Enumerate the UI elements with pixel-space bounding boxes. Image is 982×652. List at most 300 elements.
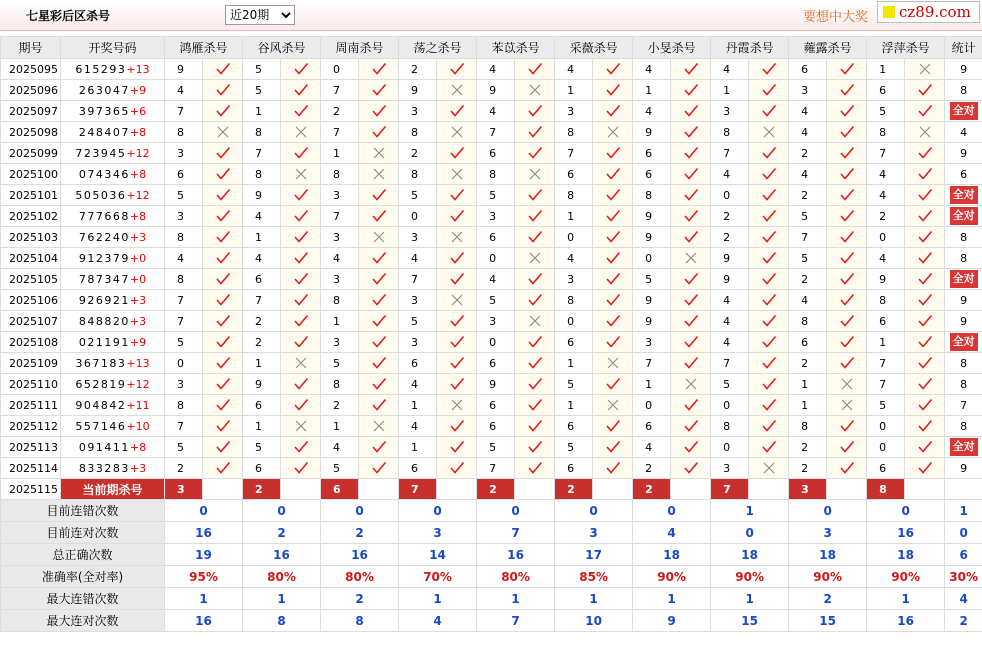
stats-row <box>1 610 982 632</box>
expert-header[interactable]: 蕹露杀号 <box>789 37 867 59</box>
stats-value: 16 <box>321 544 399 566</box>
kill-value-cell: 1 <box>555 80 593 101</box>
result-mark-cell <box>749 374 789 395</box>
current-kill-value: 3 <box>789 479 827 500</box>
all-correct-badge: 全对 <box>950 207 978 225</box>
result-mark-cell <box>593 353 633 374</box>
draw-back-number: +8 <box>129 440 147 454</box>
stats-value: 0 <box>789 500 867 522</box>
check-icon <box>839 83 855 97</box>
result-mark-cell <box>359 416 399 437</box>
period-cell: 2025100 <box>1 164 61 185</box>
cross-icon <box>449 167 465 181</box>
result-mark-cell <box>281 374 321 395</box>
result-mark-cell <box>593 101 633 122</box>
kill-value-cell: 4 <box>399 416 437 437</box>
kill-value-cell: 4 <box>477 101 515 122</box>
kill-value-cell: 4 <box>321 437 359 458</box>
stats-value: 0 <box>867 500 945 522</box>
stats-row <box>1 544 982 566</box>
check-icon <box>371 377 387 391</box>
kill-value-cell: 6 <box>555 416 593 437</box>
kill-value-cell: 4 <box>711 164 749 185</box>
check-icon <box>683 167 699 181</box>
kill-value-cell: 8 <box>165 227 203 248</box>
result-mark-cell <box>827 290 867 311</box>
result-mark-cell <box>749 164 789 185</box>
period-cell: 2025104 <box>1 248 61 269</box>
period-cell: 2025097 <box>1 101 61 122</box>
check-icon <box>683 146 699 160</box>
logo-square-icon <box>883 6 895 18</box>
draw-numbers-cell <box>61 290 165 311</box>
draw-front-numbers: 787347 <box>78 272 130 286</box>
table-row <box>1 395 982 416</box>
result-mark-cell <box>749 395 789 416</box>
period-cell: 2025114 <box>1 458 61 479</box>
check-icon <box>527 398 543 412</box>
period-cell: 2025095 <box>1 59 61 80</box>
kill-value-cell: 4 <box>633 59 671 80</box>
check-icon <box>761 230 777 244</box>
stats-value: 10 <box>555 610 633 632</box>
result-mark-cell <box>515 437 555 458</box>
result-mark-cell <box>437 122 477 143</box>
check-icon <box>215 356 231 370</box>
result-mark-cell <box>203 206 243 227</box>
cross-icon <box>917 62 933 76</box>
kill-value-cell: 6 <box>165 164 203 185</box>
result-mark-cell <box>827 395 867 416</box>
result-mark-cell <box>515 353 555 374</box>
result-mark-cell <box>905 122 945 143</box>
check-icon <box>371 272 387 286</box>
result-mark-cell <box>827 101 867 122</box>
check-icon <box>761 83 777 97</box>
result-mark-cell <box>905 227 945 248</box>
kill-value-cell: 5 <box>243 59 281 80</box>
all-correct-badge: 全对 <box>950 186 978 204</box>
result-mark-cell <box>281 248 321 269</box>
draw-back-number: +3 <box>129 461 147 475</box>
draw-numbers-cell <box>61 416 165 437</box>
kill-value-cell: 6 <box>867 80 905 101</box>
result-mark-cell <box>437 227 477 248</box>
current-empty-cell <box>437 479 477 500</box>
check-icon <box>683 62 699 76</box>
check-icon <box>917 398 933 412</box>
draw-front-numbers: 367183 <box>75 356 127 370</box>
cross-icon <box>605 398 621 412</box>
check-icon <box>527 125 543 139</box>
kill-value-cell: 9 <box>633 206 671 227</box>
cross-icon <box>761 125 777 139</box>
result-mark-cell <box>437 416 477 437</box>
draw-numbers-cell <box>61 227 165 248</box>
stats-value: 2 <box>243 522 321 544</box>
kill-value-cell: 7 <box>789 227 827 248</box>
kill-value-cell: 6 <box>243 269 281 290</box>
draw-back-number: +3 <box>129 314 147 328</box>
period-cell: 2025113 <box>1 437 61 458</box>
kill-value-cell: 1 <box>555 353 593 374</box>
check-icon <box>371 83 387 97</box>
cross-icon <box>293 125 309 139</box>
stats-value: 8 <box>243 610 321 632</box>
check-icon <box>215 272 231 286</box>
result-mark-cell <box>359 122 399 143</box>
kill-value-cell: 8 <box>867 122 905 143</box>
result-mark-cell <box>437 80 477 101</box>
kill-value-cell: 5 <box>165 332 203 353</box>
draw-back-number: +9 <box>129 335 147 349</box>
draw-front-numbers: 074346 <box>78 167 130 181</box>
period-cell: 2025108 <box>1 332 61 353</box>
expert-header[interactable]: 苯苡杀号 <box>477 37 555 59</box>
result-mark-cell <box>281 311 321 332</box>
check-icon <box>839 125 855 139</box>
stats-value: 16 <box>165 610 243 632</box>
result-mark-cell <box>827 437 867 458</box>
stats-value: 3 <box>555 522 633 544</box>
stats-value: 16 <box>867 522 945 544</box>
draw-back-number: +12 <box>126 146 150 160</box>
period-cell: 2025102 <box>1 206 61 227</box>
result-mark-cell <box>281 122 321 143</box>
check-icon <box>605 251 621 265</box>
result-mark-cell <box>593 458 633 479</box>
kill-value-cell: 6 <box>243 395 281 416</box>
table-row <box>1 290 982 311</box>
draw-back-number: +3 <box>129 230 147 244</box>
expert-header[interactable]: 小旻杀号 <box>633 37 711 59</box>
draw-numbers-cell <box>61 101 165 122</box>
table-row <box>1 59 982 80</box>
kill-value-cell: 1 <box>243 353 281 374</box>
check-icon <box>449 314 465 328</box>
stat-cell: 8 <box>945 416 982 437</box>
check-icon <box>527 104 543 118</box>
kill-value-cell: 0 <box>477 332 515 353</box>
check-icon <box>293 230 309 244</box>
draw-front-numbers: 248407 <box>78 125 130 139</box>
current-kill-value: 8 <box>867 479 905 500</box>
stats-label: 总正确次数 <box>1 544 165 566</box>
stats-value: 0 <box>555 500 633 522</box>
kill-value-cell: 8 <box>555 185 593 206</box>
kill-value-cell: 8 <box>321 374 359 395</box>
site-logo[interactable] <box>877 1 980 23</box>
result-mark-cell <box>749 416 789 437</box>
result-mark-cell <box>905 101 945 122</box>
check-icon <box>683 461 699 475</box>
stats-value: 9 <box>633 610 711 632</box>
result-mark-cell <box>281 101 321 122</box>
result-mark-cell <box>671 143 711 164</box>
stat-cell <box>945 206 982 227</box>
stats-value: 70% <box>399 566 477 588</box>
kill-value-cell: 3 <box>399 332 437 353</box>
check-icon <box>605 188 621 202</box>
check-icon <box>917 419 933 433</box>
kill-value-cell: 8 <box>243 164 281 185</box>
result-mark-cell <box>593 290 633 311</box>
check-icon <box>683 293 699 307</box>
stats-value: 90% <box>789 566 867 588</box>
result-mark-cell <box>515 416 555 437</box>
kill-value-cell: 5 <box>321 353 359 374</box>
period-cell: 2025096 <box>1 80 61 101</box>
result-mark-cell <box>359 227 399 248</box>
all-correct-badge: 全对 <box>950 438 978 456</box>
check-icon <box>293 293 309 307</box>
result-mark-cell <box>593 80 633 101</box>
kill-value-cell: 2 <box>789 353 827 374</box>
stat-cell: 8 <box>945 353 982 374</box>
table-row <box>1 206 982 227</box>
check-icon <box>917 377 933 391</box>
check-icon <box>605 62 621 76</box>
result-mark-cell <box>671 101 711 122</box>
result-mark-cell <box>671 122 711 143</box>
check-icon <box>293 104 309 118</box>
check-icon <box>215 461 231 475</box>
period-range-select[interactable] <box>225 5 295 25</box>
kill-value-cell: 4 <box>789 290 827 311</box>
check-icon <box>215 377 231 391</box>
kill-value-cell: 6 <box>867 311 905 332</box>
stat-cell: 9 <box>945 311 982 332</box>
kill-value-cell: 1 <box>633 374 671 395</box>
expert-header[interactable]: 浮萍杀号 <box>867 37 945 59</box>
cross-icon <box>449 125 465 139</box>
check-icon <box>605 377 621 391</box>
kill-value-cell: 2 <box>867 206 905 227</box>
kill-value-cell: 5 <box>867 395 905 416</box>
result-mark-cell <box>203 59 243 80</box>
stats-header: 统计 <box>945 37 982 59</box>
kill-value-cell: 8 <box>711 122 749 143</box>
kill-value-cell: 4 <box>399 374 437 395</box>
check-icon <box>917 314 933 328</box>
promo-text[interactable]: 要想中大奖 <box>803 10 869 25</box>
result-mark-cell <box>827 227 867 248</box>
result-mark-cell <box>281 164 321 185</box>
kill-value-cell: 1 <box>399 437 437 458</box>
check-icon <box>449 62 465 76</box>
check-icon <box>449 461 465 475</box>
check-icon <box>449 419 465 433</box>
check-icon <box>839 209 855 223</box>
result-mark-cell <box>749 101 789 122</box>
result-mark-cell <box>593 206 633 227</box>
check-icon <box>605 146 621 160</box>
result-mark-cell <box>203 80 243 101</box>
check-icon <box>917 83 933 97</box>
result-mark-cell <box>749 185 789 206</box>
kill-value-cell: 7 <box>165 101 203 122</box>
kill-value-cell: 1 <box>555 395 593 416</box>
kill-value-cell: 8 <box>165 395 203 416</box>
table-row <box>1 248 982 269</box>
table-row <box>1 332 982 353</box>
stats-value: 1 <box>711 588 789 610</box>
stats-value: 0 <box>399 500 477 522</box>
check-icon <box>371 461 387 475</box>
result-mark-cell <box>515 143 555 164</box>
result-mark-cell <box>437 269 477 290</box>
kill-value-cell: 3 <box>711 458 749 479</box>
result-mark-cell <box>671 332 711 353</box>
kill-value-cell: 5 <box>399 185 437 206</box>
result-mark-cell <box>203 290 243 311</box>
draw-front-numbers: 263047 <box>78 83 130 97</box>
expert-header[interactable]: 采薇杀号 <box>555 37 633 59</box>
kill-value-cell: 4 <box>321 248 359 269</box>
check-icon <box>293 83 309 97</box>
stats-value: 1 <box>633 588 711 610</box>
result-mark-cell <box>827 248 867 269</box>
kill-value-cell: 7 <box>867 353 905 374</box>
result-mark-cell <box>671 59 711 80</box>
stats-value: 90% <box>711 566 789 588</box>
cross-icon <box>215 125 231 139</box>
check-icon <box>527 272 543 286</box>
check-icon <box>371 209 387 223</box>
draw-numbers-cell <box>61 332 165 353</box>
stats-total: 2 <box>945 610 982 632</box>
expert-header[interactable]: 丹霞杀号 <box>711 37 789 59</box>
check-icon <box>605 314 621 328</box>
check-icon <box>683 335 699 349</box>
check-icon <box>605 461 621 475</box>
kill-value-cell: 2 <box>243 332 281 353</box>
check-icon <box>215 230 231 244</box>
check-icon <box>683 440 699 454</box>
title-bar <box>0 0 982 31</box>
draw-back-number: +8 <box>129 125 147 139</box>
stats-value: 7 <box>477 522 555 544</box>
expert-header[interactable]: 周南杀号 <box>321 37 399 59</box>
expert-header[interactable]: 谷风杀号 <box>243 37 321 59</box>
check-icon <box>917 146 933 160</box>
stats-value: 2 <box>789 588 867 610</box>
result-mark-cell <box>671 248 711 269</box>
result-mark-cell <box>749 206 789 227</box>
check-icon <box>761 398 777 412</box>
result-mark-cell <box>203 101 243 122</box>
check-icon <box>215 209 231 223</box>
kill-value-cell: 8 <box>165 269 203 290</box>
expert-header[interactable]: 鸿雁杀号 <box>165 37 243 59</box>
kill-value-cell: 1 <box>243 101 281 122</box>
check-icon <box>761 104 777 118</box>
result-mark-cell <box>905 374 945 395</box>
check-icon <box>761 419 777 433</box>
result-mark-cell <box>437 59 477 80</box>
kill-value-cell: 2 <box>789 143 827 164</box>
result-mark-cell <box>515 59 555 80</box>
kill-value-cell: 5 <box>165 185 203 206</box>
result-mark-cell <box>749 437 789 458</box>
kill-value-cell: 7 <box>477 458 515 479</box>
kill-value-cell: 6 <box>789 59 827 80</box>
result-mark-cell <box>671 437 711 458</box>
kill-value-cell: 9 <box>633 290 671 311</box>
draw-numbers-cell <box>61 206 165 227</box>
draw-numbers-cell <box>61 122 165 143</box>
check-icon <box>683 356 699 370</box>
stats-value: 90% <box>633 566 711 588</box>
check-icon <box>371 314 387 328</box>
check-icon <box>683 83 699 97</box>
draw-front-numbers: 762240 <box>78 230 130 244</box>
draw-numbers-cell <box>61 374 165 395</box>
kill-value-cell: 2 <box>789 437 827 458</box>
stats-value: 7 <box>477 610 555 632</box>
result-mark-cell <box>203 122 243 143</box>
kill-value-cell: 3 <box>555 101 593 122</box>
draw-back-number: +0 <box>129 251 147 265</box>
expert-header[interactable]: 荡之杀号 <box>399 37 477 59</box>
kill-value-cell: 5 <box>555 374 593 395</box>
result-mark-cell <box>905 269 945 290</box>
result-mark-cell <box>281 353 321 374</box>
result-mark-cell <box>203 374 243 395</box>
result-mark-cell <box>281 437 321 458</box>
stats-value: 0 <box>321 500 399 522</box>
check-icon <box>371 335 387 349</box>
result-mark-cell <box>203 395 243 416</box>
stat-cell <box>945 101 982 122</box>
stats-value: 85% <box>555 566 633 588</box>
current-empty-cell <box>515 479 555 500</box>
stats-total: 30% <box>945 566 982 588</box>
result-mark-cell <box>749 290 789 311</box>
check-icon <box>293 209 309 223</box>
current-empty-cell <box>671 479 711 500</box>
result-mark-cell <box>671 353 711 374</box>
current-kill-value: 2 <box>555 479 593 500</box>
check-icon <box>917 209 933 223</box>
stats-value: 17 <box>555 544 633 566</box>
check-icon <box>449 377 465 391</box>
check-icon <box>605 419 621 433</box>
kill-value-cell: 9 <box>711 248 749 269</box>
check-icon <box>215 398 231 412</box>
kill-value-cell: 3 <box>321 332 359 353</box>
stats-total: 0 <box>945 522 982 544</box>
check-icon <box>683 230 699 244</box>
period-cell: 2025107 <box>1 311 61 332</box>
check-icon <box>683 104 699 118</box>
kill-value-cell: 4 <box>711 311 749 332</box>
current-empty-cell <box>593 479 633 500</box>
stats-label: 最大连对次数 <box>1 610 165 632</box>
stats-value: 0 <box>477 500 555 522</box>
check-icon <box>761 335 777 349</box>
draw-back-number: +9 <box>129 83 147 97</box>
current-empty-cell <box>749 479 789 500</box>
result-mark-cell <box>593 164 633 185</box>
kill-value-cell: 9 <box>243 374 281 395</box>
result-mark-cell <box>359 59 399 80</box>
result-mark-cell <box>749 332 789 353</box>
kill-value-cell: 3 <box>399 227 437 248</box>
check-icon <box>605 293 621 307</box>
result-mark-cell <box>515 122 555 143</box>
result-mark-cell <box>359 395 399 416</box>
